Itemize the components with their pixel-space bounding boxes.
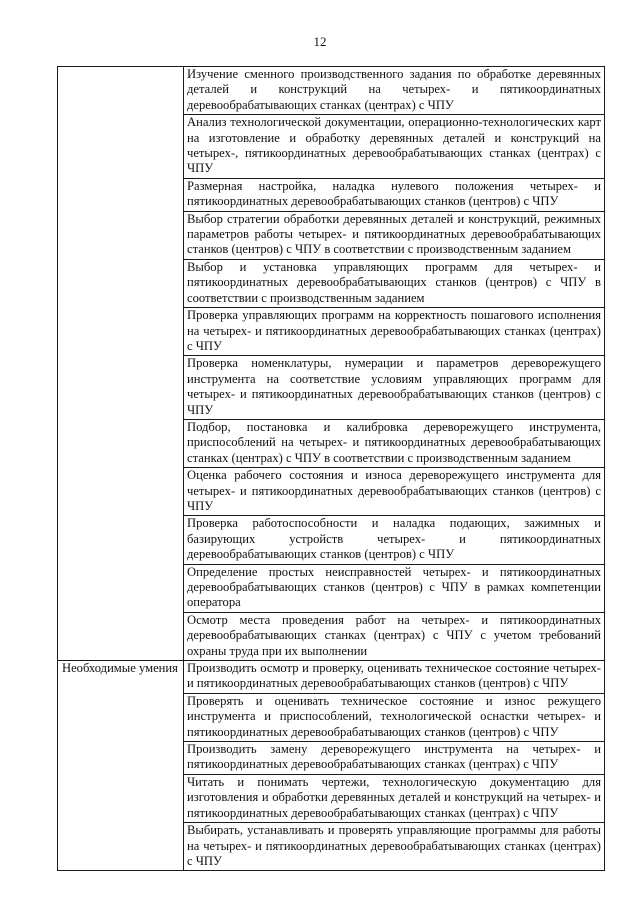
requirement-cell: Выбор стратегии обработки деревянных деталей и конструкций, режимных параметров работы четырех- и пятикоординатных деревообрабатывающих станков (центров) с ЧПУ в соответствии с производственным заданием xyxy=(184,211,605,259)
requirement-cell: Читать и понимать чертежи, технологическую документацию для изготовления и обработки деревянных деталей и конструкций на четырех- и пятикоординатных деревообрабатывающих станках (центрах) с ЧПУ xyxy=(184,774,605,822)
requirement-cell: Выбор и установка управляющих программ для четырех- и пятикоординатных деревообрабатывающих станков (центров) с ЧПУ в соответствии с производственным заданием xyxy=(184,259,605,307)
requirement-cell: Размерная настройка, наладка нулевого положения четырех- и пятикоординатных деревообрабатывающих станков (центров) с ЧПУ xyxy=(184,178,605,211)
table-row xyxy=(58,67,605,115)
requirement-cell: Проверка номенклатуры, нумерации и параметров дереворежущего инструмента на соответствие условиям управляющих программ для четырех- и пятикоординатных деревообрабатывающих станков (центров) с ЧПУ xyxy=(184,356,605,420)
requirement-cell: Выбирать, устанавливать и проверять управляющие программы для работы на четырех- и пятикоординатных деревообрабатывающих станках (центрах) с ЧПУ xyxy=(184,823,605,871)
requirement-cell: Оценка рабочего состояния и износа дереворежущего инструмента для четырех- и пятикоординатных деревообрабатывающих станков (центров) с ЧПУ xyxy=(184,468,605,516)
section-label-cell xyxy=(58,67,184,661)
requirement-cell: Определение простых неисправностей четырех- и пятикоординатных деревообрабатывающих станков (центров) с ЧПУ в рамках компетенции оператора xyxy=(184,564,605,612)
table-row xyxy=(58,661,605,694)
requirement-cell: Проверка работоспособности и наладка подающих, зажимных и базирующих устройств четырех- и пятикоординатных деревообрабатывающих станков (центров) с ЧПУ xyxy=(184,516,605,564)
requirement-cell: Проверка управляющих программ на корректность пошагового исполнения на четырех- и пятикоординатных деревообрабатывающих станках (центрах) с ЧПУ xyxy=(184,308,605,356)
requirement-cell: Изучение сменного производственного задания по обработке деревянных деталей и конструкций на четырех- и пятикоординатных деревообрабатывающих станках (центрах) с ЧПУ xyxy=(184,67,605,115)
page-number: 12 xyxy=(313,34,327,49)
requirements-table xyxy=(57,66,605,871)
requirement-cell: Проверять и оценивать техническое состояние и износ режущего инструмента и приспособлений, технологической оснастки четырех- и пятикоординатных деревообрабатывающих станков (центров) с ЧПУ xyxy=(184,693,605,741)
requirement-cell: Подбор, постановка и калибровка дереворежущего инструмента, приспособлений на четырех- и пятикоординатных деревообрабатывающих станках (центрах) с ЧПУ в соответствии с производственным заданием xyxy=(184,419,605,467)
section-label-cell: Необходимые умения xyxy=(58,661,184,871)
requirements-table-body xyxy=(58,67,605,871)
requirement-cell: Производить замену дереворежущего инструмента на четырех- и пятикоординатных деревообрабатывающих станках (центрах) с ЧПУ xyxy=(184,742,605,775)
requirement-cell: Осмотр места проведения работ на четырех- и пятикоординатных деревообрабатывающих станках (центрах) с ЧПУ с учетом требований охраны труда при их выполнении xyxy=(184,612,605,660)
requirement-cell: Анализ технологической документации, операционно-технологических карт на изготовление и обработку деревянных деталей и конструкций на четырех-, пятикоординатных деревообрабатывающих станках (центрах) с ЧПУ xyxy=(184,115,605,179)
requirement-cell: Производить осмотр и проверку, оценивать техническое состояние четырех- и пятикоординатных деревообрабатывающих станков (центров) с ЧПУ xyxy=(184,661,605,694)
